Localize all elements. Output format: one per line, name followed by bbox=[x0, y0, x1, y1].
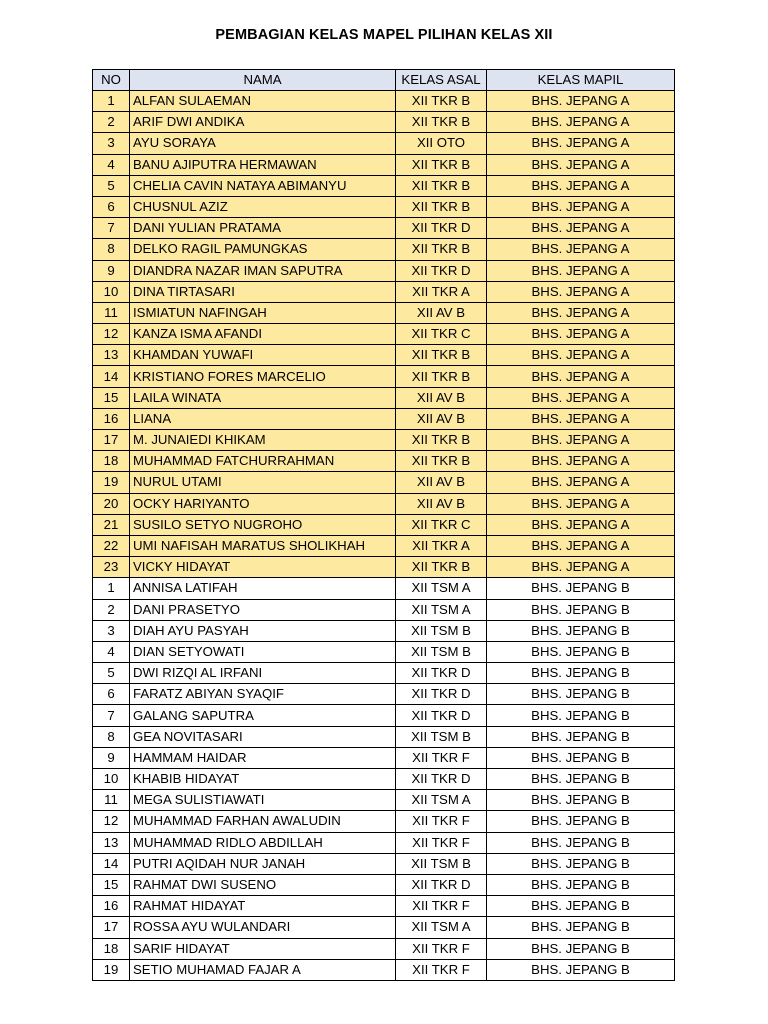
row-no: 13 bbox=[93, 345, 130, 366]
table-row bbox=[93, 324, 675, 345]
row-kelas-asal: XII TKR D bbox=[396, 769, 487, 790]
row-no: 5 bbox=[93, 663, 130, 684]
row-nama: SUSILO SETYO NUGROHO bbox=[130, 514, 396, 535]
row-no: 3 bbox=[93, 133, 130, 154]
row-kelas-mapil: BHS. JEPANG A bbox=[487, 430, 675, 451]
row-kelas-mapil: BHS. JEPANG A bbox=[487, 535, 675, 556]
row-nama: MUHAMMAD FATCHURRAHMAN bbox=[130, 451, 396, 472]
row-nama: LIANA bbox=[130, 408, 396, 429]
table-row bbox=[93, 811, 675, 832]
row-kelas-asal: XII TKR D bbox=[396, 218, 487, 239]
row-kelas-asal: XII TSM A bbox=[396, 917, 487, 938]
table-row bbox=[93, 641, 675, 662]
row-nama: KANZA ISMA AFANDI bbox=[130, 324, 396, 345]
row-kelas-mapil: BHS. JEPANG B bbox=[487, 769, 675, 790]
row-nama: OCKY HARIYANTO bbox=[130, 493, 396, 514]
row-kelas-mapil: BHS. JEPANG B bbox=[487, 599, 675, 620]
row-no: 6 bbox=[93, 684, 130, 705]
table-row bbox=[93, 874, 675, 895]
row-kelas-asal: XII TKR B bbox=[396, 345, 487, 366]
row-kelas-asal: XII TKR B bbox=[396, 366, 487, 387]
row-kelas-asal: XII TKR F bbox=[396, 811, 487, 832]
row-no: 18 bbox=[93, 938, 130, 959]
row-kelas-mapil: BHS. JEPANG A bbox=[487, 324, 675, 345]
row-no: 17 bbox=[93, 430, 130, 451]
row-nama: DIAH AYU PASYAH bbox=[130, 620, 396, 641]
row-kelas-asal: XII TKR B bbox=[396, 154, 487, 175]
row-kelas-mapil: BHS. JEPANG A bbox=[487, 387, 675, 408]
row-nama: KHAMDAN YUWAFI bbox=[130, 345, 396, 366]
row-nama: CHUSNUL AZIZ bbox=[130, 196, 396, 217]
table-body bbox=[93, 91, 675, 981]
row-kelas-mapil: BHS. JEPANG B bbox=[487, 874, 675, 895]
row-no: 19 bbox=[93, 472, 130, 493]
table-row bbox=[93, 218, 675, 239]
row-kelas-asal: XII TSM B bbox=[396, 726, 487, 747]
table-row bbox=[93, 112, 675, 133]
row-no: 10 bbox=[93, 769, 130, 790]
row-no: 14 bbox=[93, 366, 130, 387]
row-no: 3 bbox=[93, 620, 130, 641]
row-nama: ROSSA AYU WULANDARI bbox=[130, 917, 396, 938]
row-kelas-asal: XII TKR D bbox=[396, 684, 487, 705]
table-row bbox=[93, 260, 675, 281]
row-nama: BANU AJIPUTRA HERMAWAN bbox=[130, 154, 396, 175]
row-nama: RAHMAT DWI SUSENO bbox=[130, 874, 396, 895]
row-kelas-mapil: BHS. JEPANG A bbox=[487, 345, 675, 366]
row-kelas-asal: XII TKR F bbox=[396, 832, 487, 853]
row-kelas-mapil: BHS. JEPANG A bbox=[487, 218, 675, 239]
row-kelas-mapil: BHS. JEPANG B bbox=[487, 684, 675, 705]
row-kelas-asal: XII TKR B bbox=[396, 239, 487, 260]
row-nama: DIANDRA NAZAR IMAN SAPUTRA bbox=[130, 260, 396, 281]
row-no: 21 bbox=[93, 514, 130, 535]
row-kelas-asal: XII TKR A bbox=[396, 535, 487, 556]
table-row bbox=[93, 896, 675, 917]
row-kelas-mapil: BHS. JEPANG B bbox=[487, 663, 675, 684]
row-no: 17 bbox=[93, 917, 130, 938]
row-kelas-mapil: BHS. JEPANG B bbox=[487, 811, 675, 832]
class-assignment-table bbox=[92, 69, 675, 981]
row-kelas-mapil: BHS. JEPANG A bbox=[487, 239, 675, 260]
row-kelas-asal: XII TKR F bbox=[396, 747, 487, 768]
row-nama: HAMMAM HAIDAR bbox=[130, 747, 396, 768]
row-kelas-mapil: BHS. JEPANG B bbox=[487, 705, 675, 726]
row-kelas-asal: XII TSM B bbox=[396, 853, 487, 874]
row-no: 4 bbox=[93, 641, 130, 662]
row-kelas-mapil: BHS. JEPANG A bbox=[487, 514, 675, 535]
row-no: 23 bbox=[93, 557, 130, 578]
table-row bbox=[93, 451, 675, 472]
row-kelas-asal: XII TKR B bbox=[396, 175, 487, 196]
row-no: 11 bbox=[93, 790, 130, 811]
row-kelas-asal: XII OTO bbox=[396, 133, 487, 154]
row-kelas-mapil: BHS. JEPANG A bbox=[487, 175, 675, 196]
row-nama: NURUL UTAMI bbox=[130, 472, 396, 493]
row-kelas-asal: XII TKR D bbox=[396, 663, 487, 684]
row-no: 16 bbox=[93, 896, 130, 917]
table-row bbox=[93, 133, 675, 154]
row-kelas-asal: XII TSM A bbox=[396, 599, 487, 620]
row-nama: SETIO MUHAMAD FAJAR A bbox=[130, 959, 396, 980]
table-row bbox=[93, 578, 675, 599]
row-nama: KHABIB HIDAYAT bbox=[130, 769, 396, 790]
row-nama: VICKY HIDAYAT bbox=[130, 557, 396, 578]
row-no: 2 bbox=[93, 599, 130, 620]
table-row bbox=[93, 832, 675, 853]
page-title: PEMBAGIAN KELAS MAPEL PILIHAN KELAS XII bbox=[215, 27, 553, 43]
row-no: 2 bbox=[93, 112, 130, 133]
table-row bbox=[93, 663, 675, 684]
row-nama: DANI YULIAN PRATAMA bbox=[130, 218, 396, 239]
row-kelas-asal: XII TKR B bbox=[396, 557, 487, 578]
row-nama: DINA TIRTASARI bbox=[130, 281, 396, 302]
row-kelas-mapil: BHS. JEPANG A bbox=[487, 154, 675, 175]
table-row bbox=[93, 959, 675, 980]
row-no: 12 bbox=[93, 324, 130, 345]
row-kelas-asal: XII AV B bbox=[396, 408, 487, 429]
row-nama: DELKO RAGIL PAMUNGKAS bbox=[130, 239, 396, 260]
table-row bbox=[93, 684, 675, 705]
row-kelas-asal: XII TKR B bbox=[396, 91, 487, 112]
row-kelas-mapil: BHS. JEPANG A bbox=[487, 366, 675, 387]
table-row bbox=[93, 747, 675, 768]
row-no: 8 bbox=[93, 239, 130, 260]
row-kelas-asal: XII TSM B bbox=[396, 620, 487, 641]
table-row bbox=[93, 154, 675, 175]
row-no: 7 bbox=[93, 705, 130, 726]
row-kelas-asal: XII TSM A bbox=[396, 790, 487, 811]
table-row bbox=[93, 281, 675, 302]
row-kelas-mapil: BHS. JEPANG A bbox=[487, 196, 675, 217]
row-kelas-asal: XII AV B bbox=[396, 302, 487, 323]
row-no: 1 bbox=[93, 578, 130, 599]
row-nama: MEGA SULISTIAWATI bbox=[130, 790, 396, 811]
row-kelas-mapil: BHS. JEPANG B bbox=[487, 620, 675, 641]
row-no: 6 bbox=[93, 196, 130, 217]
row-no: 12 bbox=[93, 811, 130, 832]
row-nama: UMI NAFISAH MARATUS SHOLIKHAH bbox=[130, 535, 396, 556]
row-no: 14 bbox=[93, 853, 130, 874]
row-no: 9 bbox=[93, 260, 130, 281]
header-no: NO bbox=[93, 70, 130, 91]
row-no: 15 bbox=[93, 874, 130, 895]
row-kelas-mapil: BHS. JEPANG A bbox=[487, 408, 675, 429]
row-kelas-asal: XII TKR F bbox=[396, 896, 487, 917]
row-nama: CHELIA CAVIN NATAYA ABIMANYU bbox=[130, 175, 396, 196]
row-kelas-asal: XII TKR B bbox=[396, 112, 487, 133]
table-row bbox=[93, 387, 675, 408]
row-kelas-asal: XII AV B bbox=[396, 387, 487, 408]
row-kelas-mapil: BHS. JEPANG B bbox=[487, 578, 675, 599]
row-kelas-mapil: BHS. JEPANG A bbox=[487, 133, 675, 154]
table-row bbox=[93, 514, 675, 535]
row-no: 5 bbox=[93, 175, 130, 196]
table-row bbox=[93, 769, 675, 790]
row-kelas-mapil: BHS. JEPANG A bbox=[487, 91, 675, 112]
row-kelas-asal: XII TKR C bbox=[396, 514, 487, 535]
table-row bbox=[93, 196, 675, 217]
row-kelas-asal: XII TKR D bbox=[396, 260, 487, 281]
row-kelas-asal: XII TKR A bbox=[396, 281, 487, 302]
row-no: 20 bbox=[93, 493, 130, 514]
row-no: 22 bbox=[93, 535, 130, 556]
row-no: 16 bbox=[93, 408, 130, 429]
row-kelas-asal: XII TKR F bbox=[396, 938, 487, 959]
row-kelas-mapil: BHS. JEPANG A bbox=[487, 112, 675, 133]
row-kelas-mapil: BHS. JEPANG A bbox=[487, 557, 675, 578]
table-row bbox=[93, 175, 675, 196]
row-kelas-asal: XII TKR D bbox=[396, 705, 487, 726]
row-kelas-asal: XII AV B bbox=[396, 493, 487, 514]
row-no: 11 bbox=[93, 302, 130, 323]
table-row bbox=[93, 557, 675, 578]
row-nama: GEA NOVITASARI bbox=[130, 726, 396, 747]
row-no: 8 bbox=[93, 726, 130, 747]
row-kelas-mapil: BHS. JEPANG B bbox=[487, 917, 675, 938]
table-row bbox=[93, 917, 675, 938]
row-no: 15 bbox=[93, 387, 130, 408]
row-kelas-asal: XII TKR B bbox=[396, 430, 487, 451]
row-nama: AYU SORAYA bbox=[130, 133, 396, 154]
table-row bbox=[93, 853, 675, 874]
row-nama: SARIF HIDAYAT bbox=[130, 938, 396, 959]
row-kelas-mapil: BHS. JEPANG A bbox=[487, 451, 675, 472]
header-nama: NAMA bbox=[130, 70, 396, 91]
row-nama: KRISTIANO FORES MARCELIO bbox=[130, 366, 396, 387]
row-kelas-mapil: BHS. JEPANG A bbox=[487, 281, 675, 302]
row-nama: ANNISA LATIFAH bbox=[130, 578, 396, 599]
row-nama: ALFAN SULAEMAN bbox=[130, 91, 396, 112]
row-kelas-asal: XII TKR D bbox=[396, 874, 487, 895]
row-nama: MUHAMMAD FARHAN AWALUDIN bbox=[130, 811, 396, 832]
row-no: 1 bbox=[93, 91, 130, 112]
row-kelas-mapil: BHS. JEPANG B bbox=[487, 832, 675, 853]
row-kelas-mapil: BHS. JEPANG A bbox=[487, 260, 675, 281]
row-kelas-mapil: BHS. JEPANG B bbox=[487, 938, 675, 959]
row-no: 13 bbox=[93, 832, 130, 853]
row-nama: DANI PRASETYO bbox=[130, 599, 396, 620]
row-kelas-mapil: BHS. JEPANG B bbox=[487, 896, 675, 917]
row-kelas-mapil: BHS. JEPANG B bbox=[487, 747, 675, 768]
row-kelas-asal: XII TKR F bbox=[396, 959, 487, 980]
row-kelas-asal: XII TSM B bbox=[396, 641, 487, 662]
table-row bbox=[93, 705, 675, 726]
row-nama: M. JUNAIEDI KHIKAM bbox=[130, 430, 396, 451]
row-kelas-asal: XII TKR B bbox=[396, 451, 487, 472]
row-no: 10 bbox=[93, 281, 130, 302]
row-nama: FARATZ ABIYAN SYAQIF bbox=[130, 684, 396, 705]
row-kelas-mapil: BHS. JEPANG A bbox=[487, 302, 675, 323]
table-row bbox=[93, 726, 675, 747]
row-nama: ISMIATUN NAFINGAH bbox=[130, 302, 396, 323]
row-kelas-mapil: BHS. JEPANG B bbox=[487, 790, 675, 811]
row-kelas-mapil: BHS. JEPANG B bbox=[487, 959, 675, 980]
table-row bbox=[93, 239, 675, 260]
row-nama: RAHMAT HIDAYAT bbox=[130, 896, 396, 917]
table-row bbox=[93, 938, 675, 959]
row-kelas-asal: XII TSM A bbox=[396, 578, 487, 599]
row-nama: DIAN SETYOWATI bbox=[130, 641, 396, 662]
table-row bbox=[93, 790, 675, 811]
row-no: 9 bbox=[93, 747, 130, 768]
table-row bbox=[93, 302, 675, 323]
row-kelas-mapil: BHS. JEPANG B bbox=[487, 726, 675, 747]
row-no: 4 bbox=[93, 154, 130, 175]
row-nama: DWI RIZQI AL IRFANI bbox=[130, 663, 396, 684]
header-kelas-mapil: KELAS MAPIL bbox=[487, 70, 675, 91]
table-row bbox=[93, 535, 675, 556]
row-kelas-asal: XII TKR B bbox=[396, 196, 487, 217]
table-row bbox=[93, 599, 675, 620]
table-row bbox=[93, 366, 675, 387]
table-row bbox=[93, 408, 675, 429]
row-kelas-mapil: BHS. JEPANG A bbox=[487, 472, 675, 493]
row-no: 18 bbox=[93, 451, 130, 472]
table-row bbox=[93, 493, 675, 514]
table-row bbox=[93, 472, 675, 493]
header-kelas-asal: KELAS ASAL bbox=[396, 70, 487, 91]
table-row bbox=[93, 430, 675, 451]
table-row bbox=[93, 345, 675, 366]
row-nama: GALANG SAPUTRA bbox=[130, 705, 396, 726]
table-row bbox=[93, 91, 675, 112]
row-no: 19 bbox=[93, 959, 130, 980]
table-row bbox=[93, 620, 675, 641]
row-kelas-mapil: BHS. JEPANG A bbox=[487, 493, 675, 514]
row-kelas-mapil: BHS. JEPANG B bbox=[487, 641, 675, 662]
row-nama: PUTRI AQIDAH NUR JANAH bbox=[130, 853, 396, 874]
row-kelas-asal: XII AV B bbox=[396, 472, 487, 493]
row-nama: ARIF DWI ANDIKA bbox=[130, 112, 396, 133]
row-nama: LAILA WINATA bbox=[130, 387, 396, 408]
row-kelas-asal: XII TKR C bbox=[396, 324, 487, 345]
row-nama: MUHAMMAD RIDLO ABDILLAH bbox=[130, 832, 396, 853]
row-no: 7 bbox=[93, 218, 130, 239]
row-kelas-mapil: BHS. JEPANG B bbox=[487, 853, 675, 874]
table-header-row bbox=[93, 70, 675, 91]
